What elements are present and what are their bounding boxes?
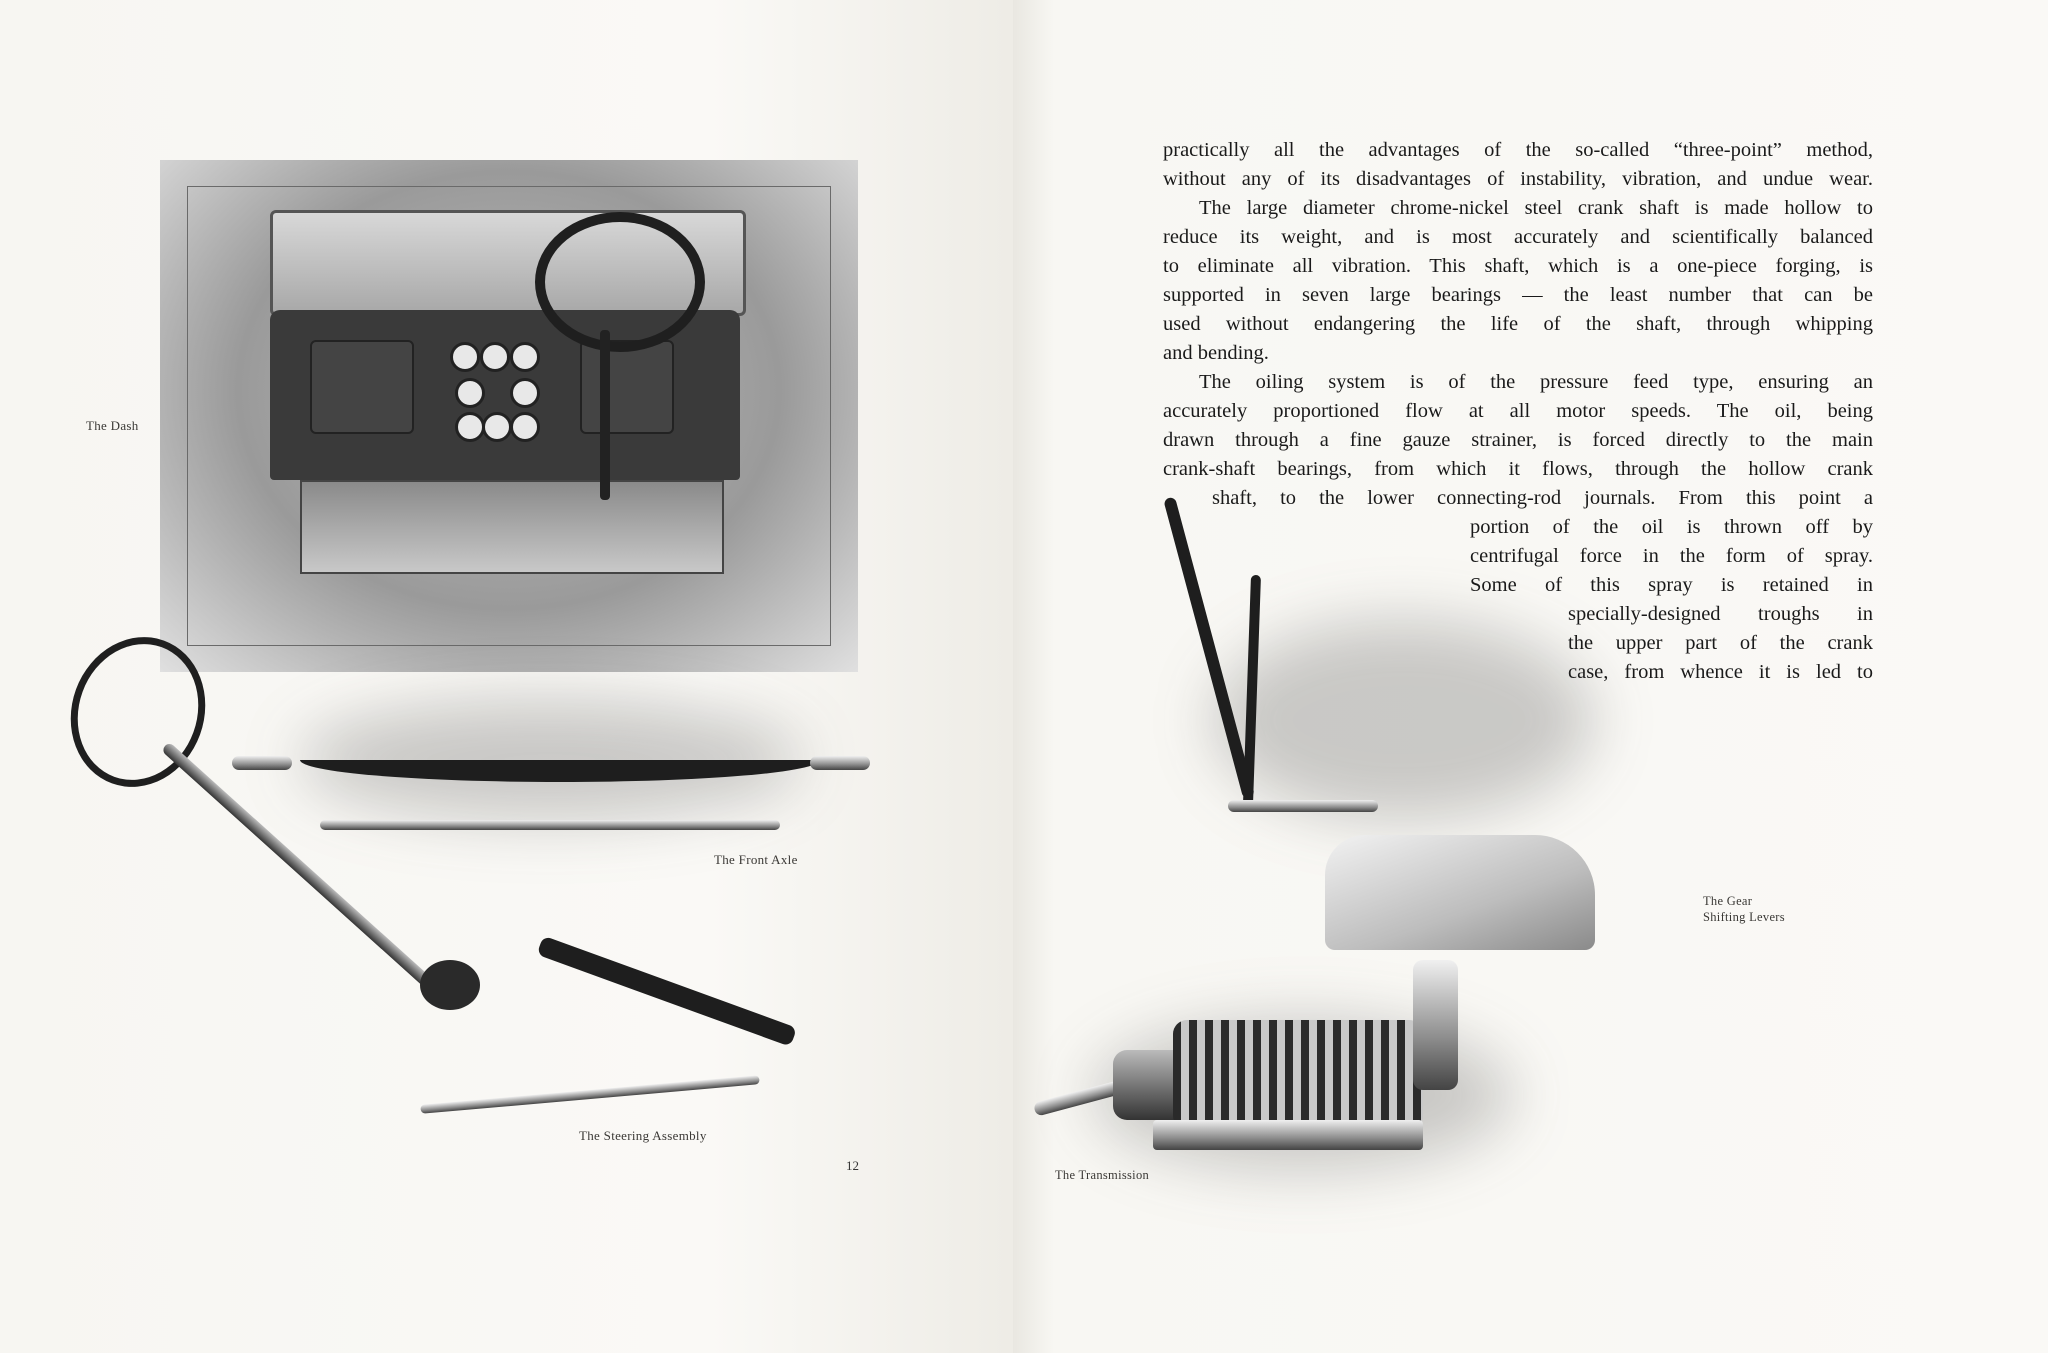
text-line: Some of this spray is retained in xyxy=(1470,574,1873,596)
text-line: without any of its disadvantages of instability, vibration, and undue wear. xyxy=(1163,168,1873,190)
floorboard-illustration xyxy=(300,480,724,574)
text-line: centrifugal force in the form of spray. xyxy=(1470,545,1873,567)
tie-rod-illustration xyxy=(320,820,780,830)
steering-axle-bar xyxy=(537,936,798,1047)
drag-link-illustration xyxy=(420,1075,759,1114)
text-line: and bending. xyxy=(1163,342,1269,364)
text-line: crank-shaft bearings, from which it flows, through the hollow crank xyxy=(1163,458,1873,480)
caption-gear-shifting-levers-2: Shifting Levers xyxy=(1703,910,1785,924)
dash-photo xyxy=(160,160,858,672)
lever-shaft-illustration xyxy=(1228,800,1378,812)
gear-lever-illustration xyxy=(1163,496,1255,799)
caption-dash: The Dash xyxy=(86,418,139,433)
gear-set-illustration xyxy=(1173,1020,1423,1130)
caption-steering-assembly: The Steering Assembly xyxy=(579,1128,707,1143)
text-line: to eliminate all vibration. This shaft, which is a one-piece forging, is xyxy=(1163,255,1873,277)
text-line: supported in seven large bearings — the least number that can be xyxy=(1163,284,1873,306)
text-line: drawn through a fine gauze strainer, is forced directly to the main xyxy=(1163,429,1873,451)
axle-hub-right xyxy=(810,756,870,770)
text-line: specially-designed troughs in xyxy=(1568,603,1873,625)
page-number: 12 xyxy=(846,1158,859,1173)
steering-gear-box xyxy=(420,960,480,1010)
text-line: practically all the advantages of the so-called “three-point” method, xyxy=(1163,139,1873,161)
text-line: shaft, to the lower connecting-rod journals. From this point a xyxy=(1212,487,1873,509)
levers-shadow xyxy=(1213,620,1593,820)
transmission-cover-illustration xyxy=(1325,835,1595,950)
shift-housing-illustration xyxy=(1413,960,1458,1090)
text-line: portion of the oil is thrown off by xyxy=(1470,516,1873,538)
axle-hub-left xyxy=(232,756,292,770)
caption-transmission: The Transmission xyxy=(1055,1168,1150,1182)
text-line: The oiling system is of the pressure feed type, ensuring an xyxy=(1199,371,1873,393)
text-line: accurately proportioned flow at all motor speeds. The oil, being xyxy=(1163,400,1873,422)
caption-front-axle: The Front Axle xyxy=(714,852,798,867)
left-page xyxy=(0,0,1013,1353)
text-line: used without endangering the life of the shaft, through whipping xyxy=(1163,313,1873,335)
steering-wheel-illustration xyxy=(535,212,705,352)
text-line: reduce its weight, and is most accurately and scientifically balanced xyxy=(1163,226,1873,248)
text-line: the upper part of the crank xyxy=(1568,632,1873,654)
caption-gear-shifting-levers-1: The Gear xyxy=(1703,894,1753,908)
right-page xyxy=(1013,0,2048,1353)
text-line: The large diameter chrome-nickel steel crank shaft is made hollow to xyxy=(1199,197,1873,219)
transmission-base-illustration xyxy=(1153,1120,1423,1150)
text-line: case, from whence it is led to xyxy=(1568,661,1873,683)
steering-column-illustration xyxy=(600,330,610,500)
